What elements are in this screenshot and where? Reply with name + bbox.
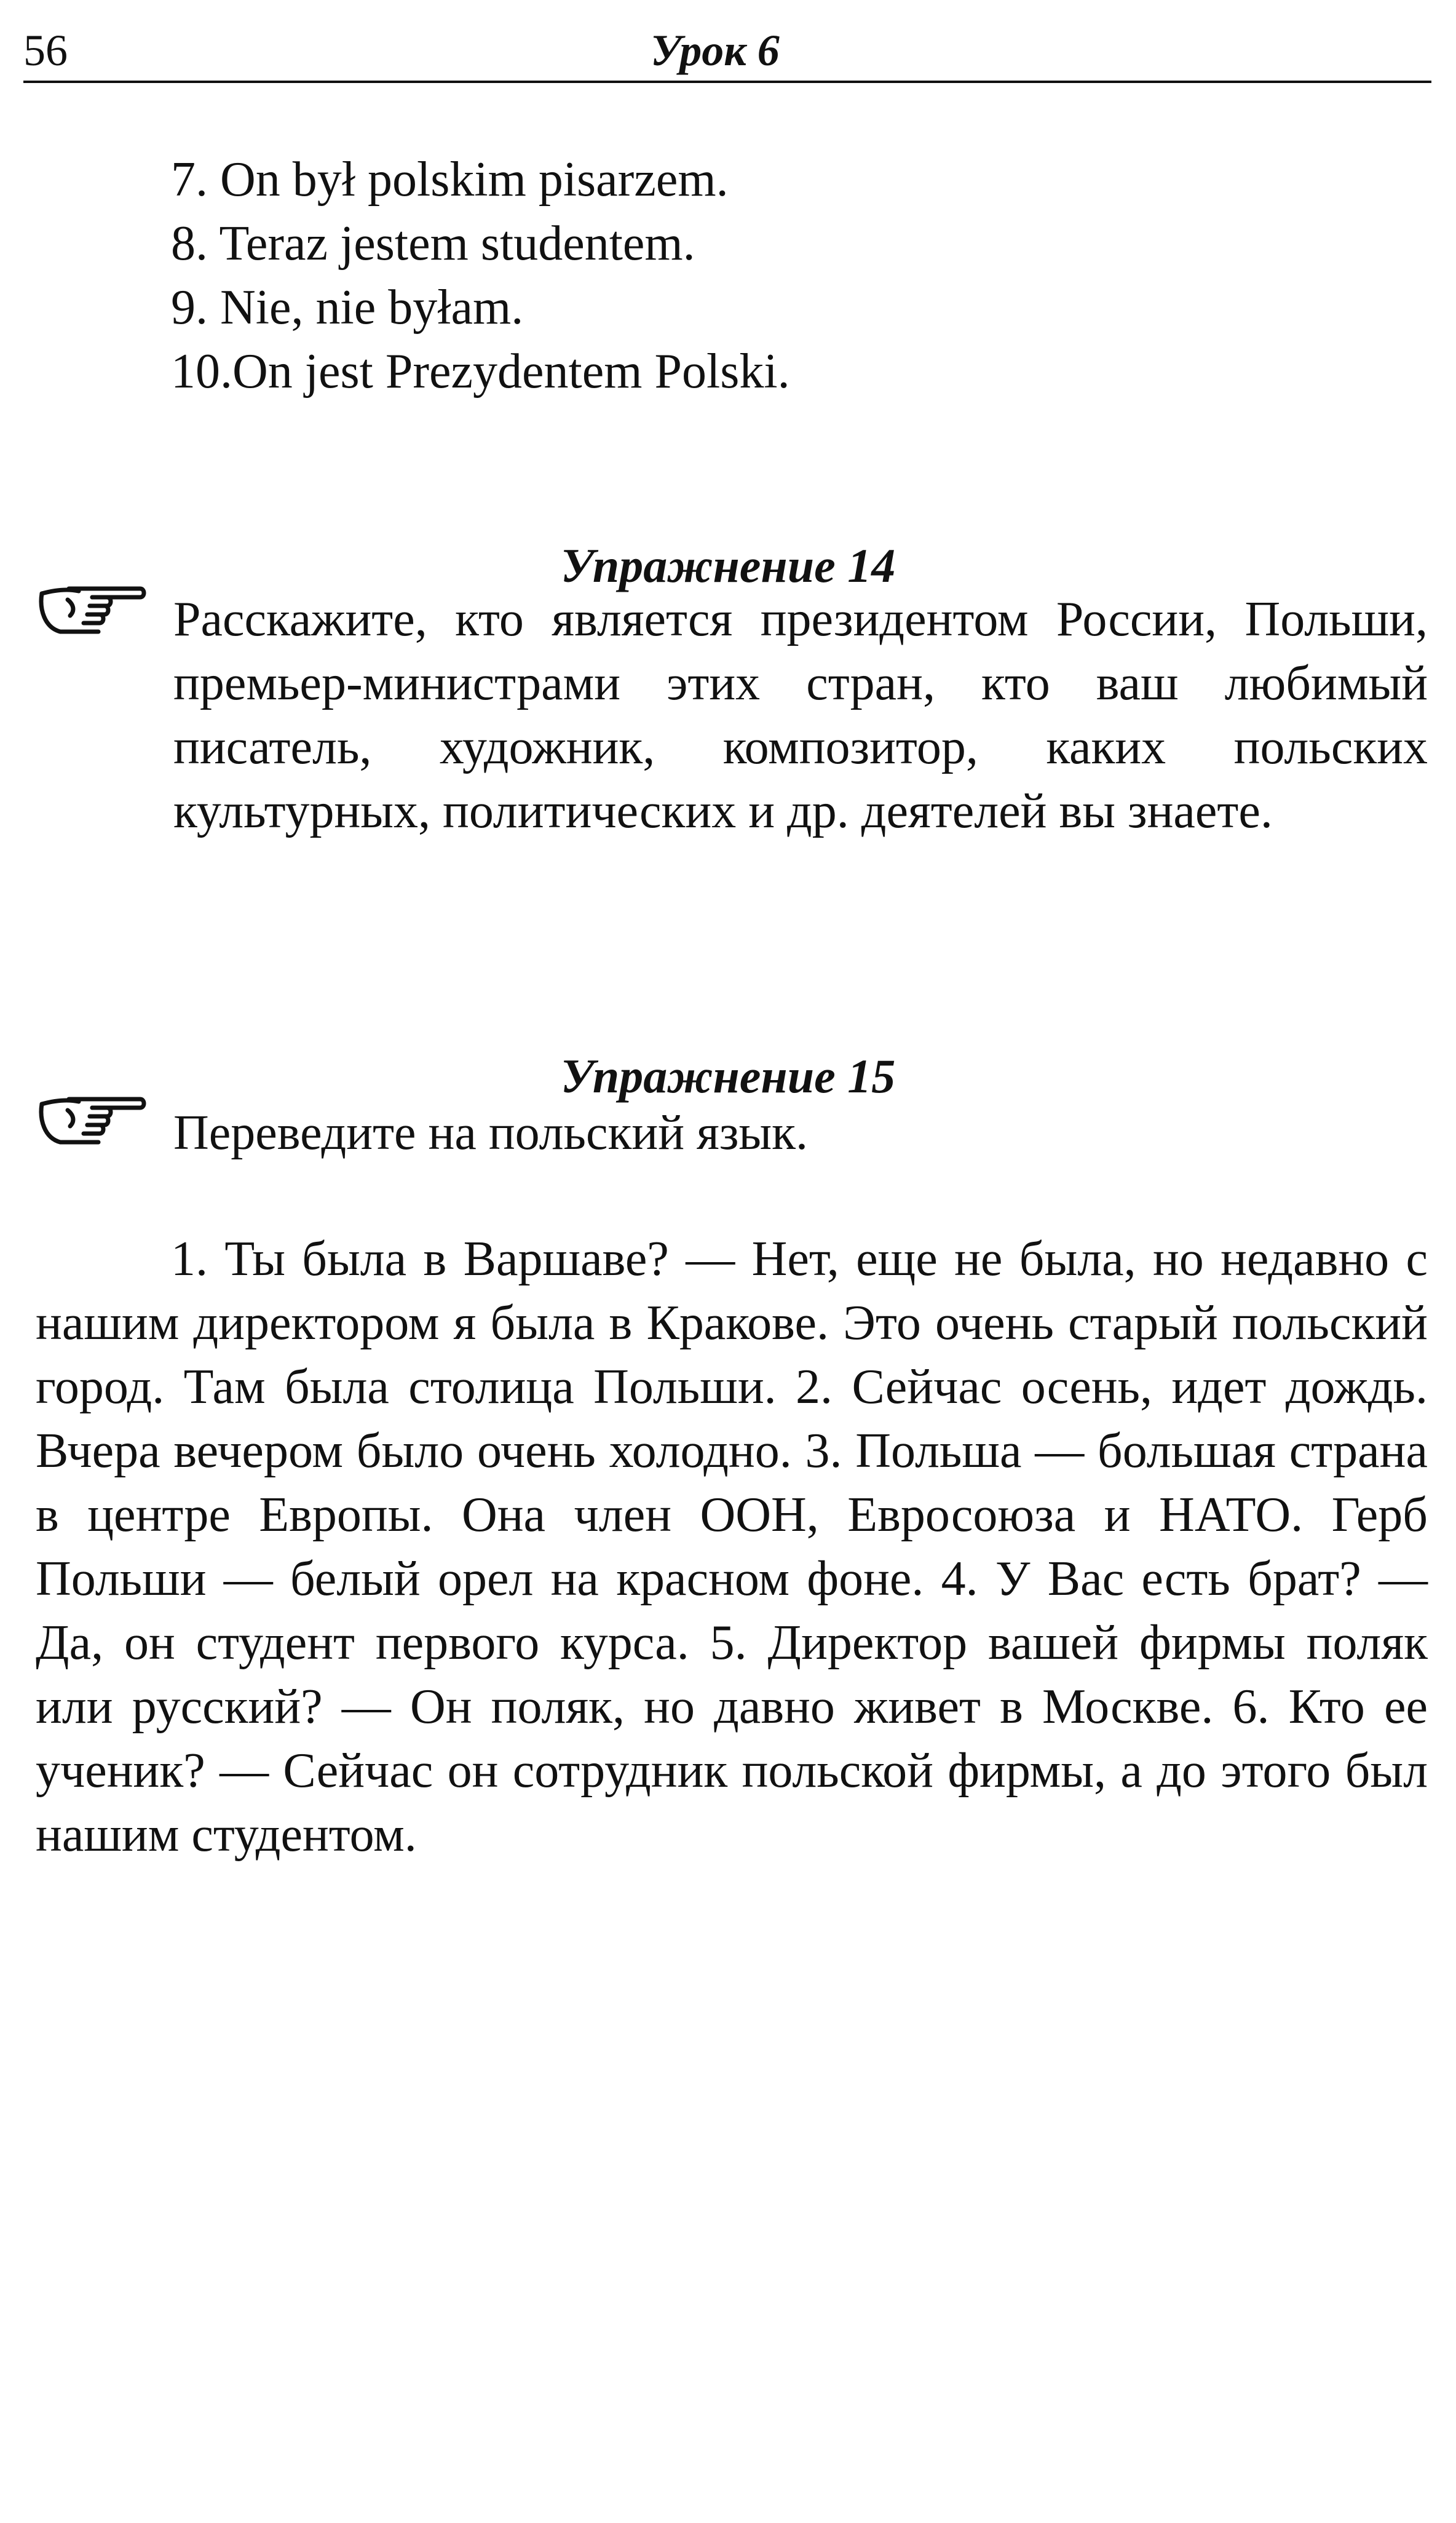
answer-item: 7. On był polskim pisarzem. — [171, 153, 729, 207]
page-number: 56 — [23, 26, 68, 75]
exercise-15-text: 1. Ты была в Варшаве? — Нет, еще не была, но недавно с нашим директором я была в Кракове. Это очень старый польский город. Там была столица Польши. 2. Сейчас осень, идет дождь. Вчера вечером было очень холодно. 3. Польша — большая страна в центре Европы. Она член ООН, Евросоюза и НАТО. Герб Польши — белый орел на красном фоне. 4. У Вас есть брат? — Да, он студент первого курса. 5. Директор вашей фирмы поляк или русский? — Он поляк, но давно живет в Москве. 6. Кто ее ученик? — Сейчас он сотрудник польской фирмы, а до этого был нашим студентом. — [36, 1232, 1428, 1862]
answer-item: 9. Nie, nie byłam. — [171, 280, 524, 335]
exercise-15-instruction: Переведите на польский язык. — [173, 1106, 809, 1160]
header-rule — [23, 81, 1431, 83]
pointing-hand-icon — [31, 1086, 148, 1159]
exercise-14-title: Упражнение 14 — [560, 539, 896, 592]
page-header — [23, 22, 1431, 84]
answer-item: 10.On jest Prezydentem Polski. — [171, 344, 790, 399]
answer-item: 8. Teraz jestem studentem. — [171, 217, 695, 271]
running-title: Урок 6 — [651, 26, 780, 75]
answer-list — [171, 148, 790, 403]
pointing-hand-icon — [31, 575, 148, 649]
exercise-15-title: Упражнение 15 — [560, 1049, 896, 1103]
exercise-14-text: Расскажите, кто является президентом России, Польши, премьер-министрами этих стран, кто ваш любимый писатель, художник, композитор, каких польских культурных, политических и др. деятелей вы знаете. — [173, 592, 1428, 838]
